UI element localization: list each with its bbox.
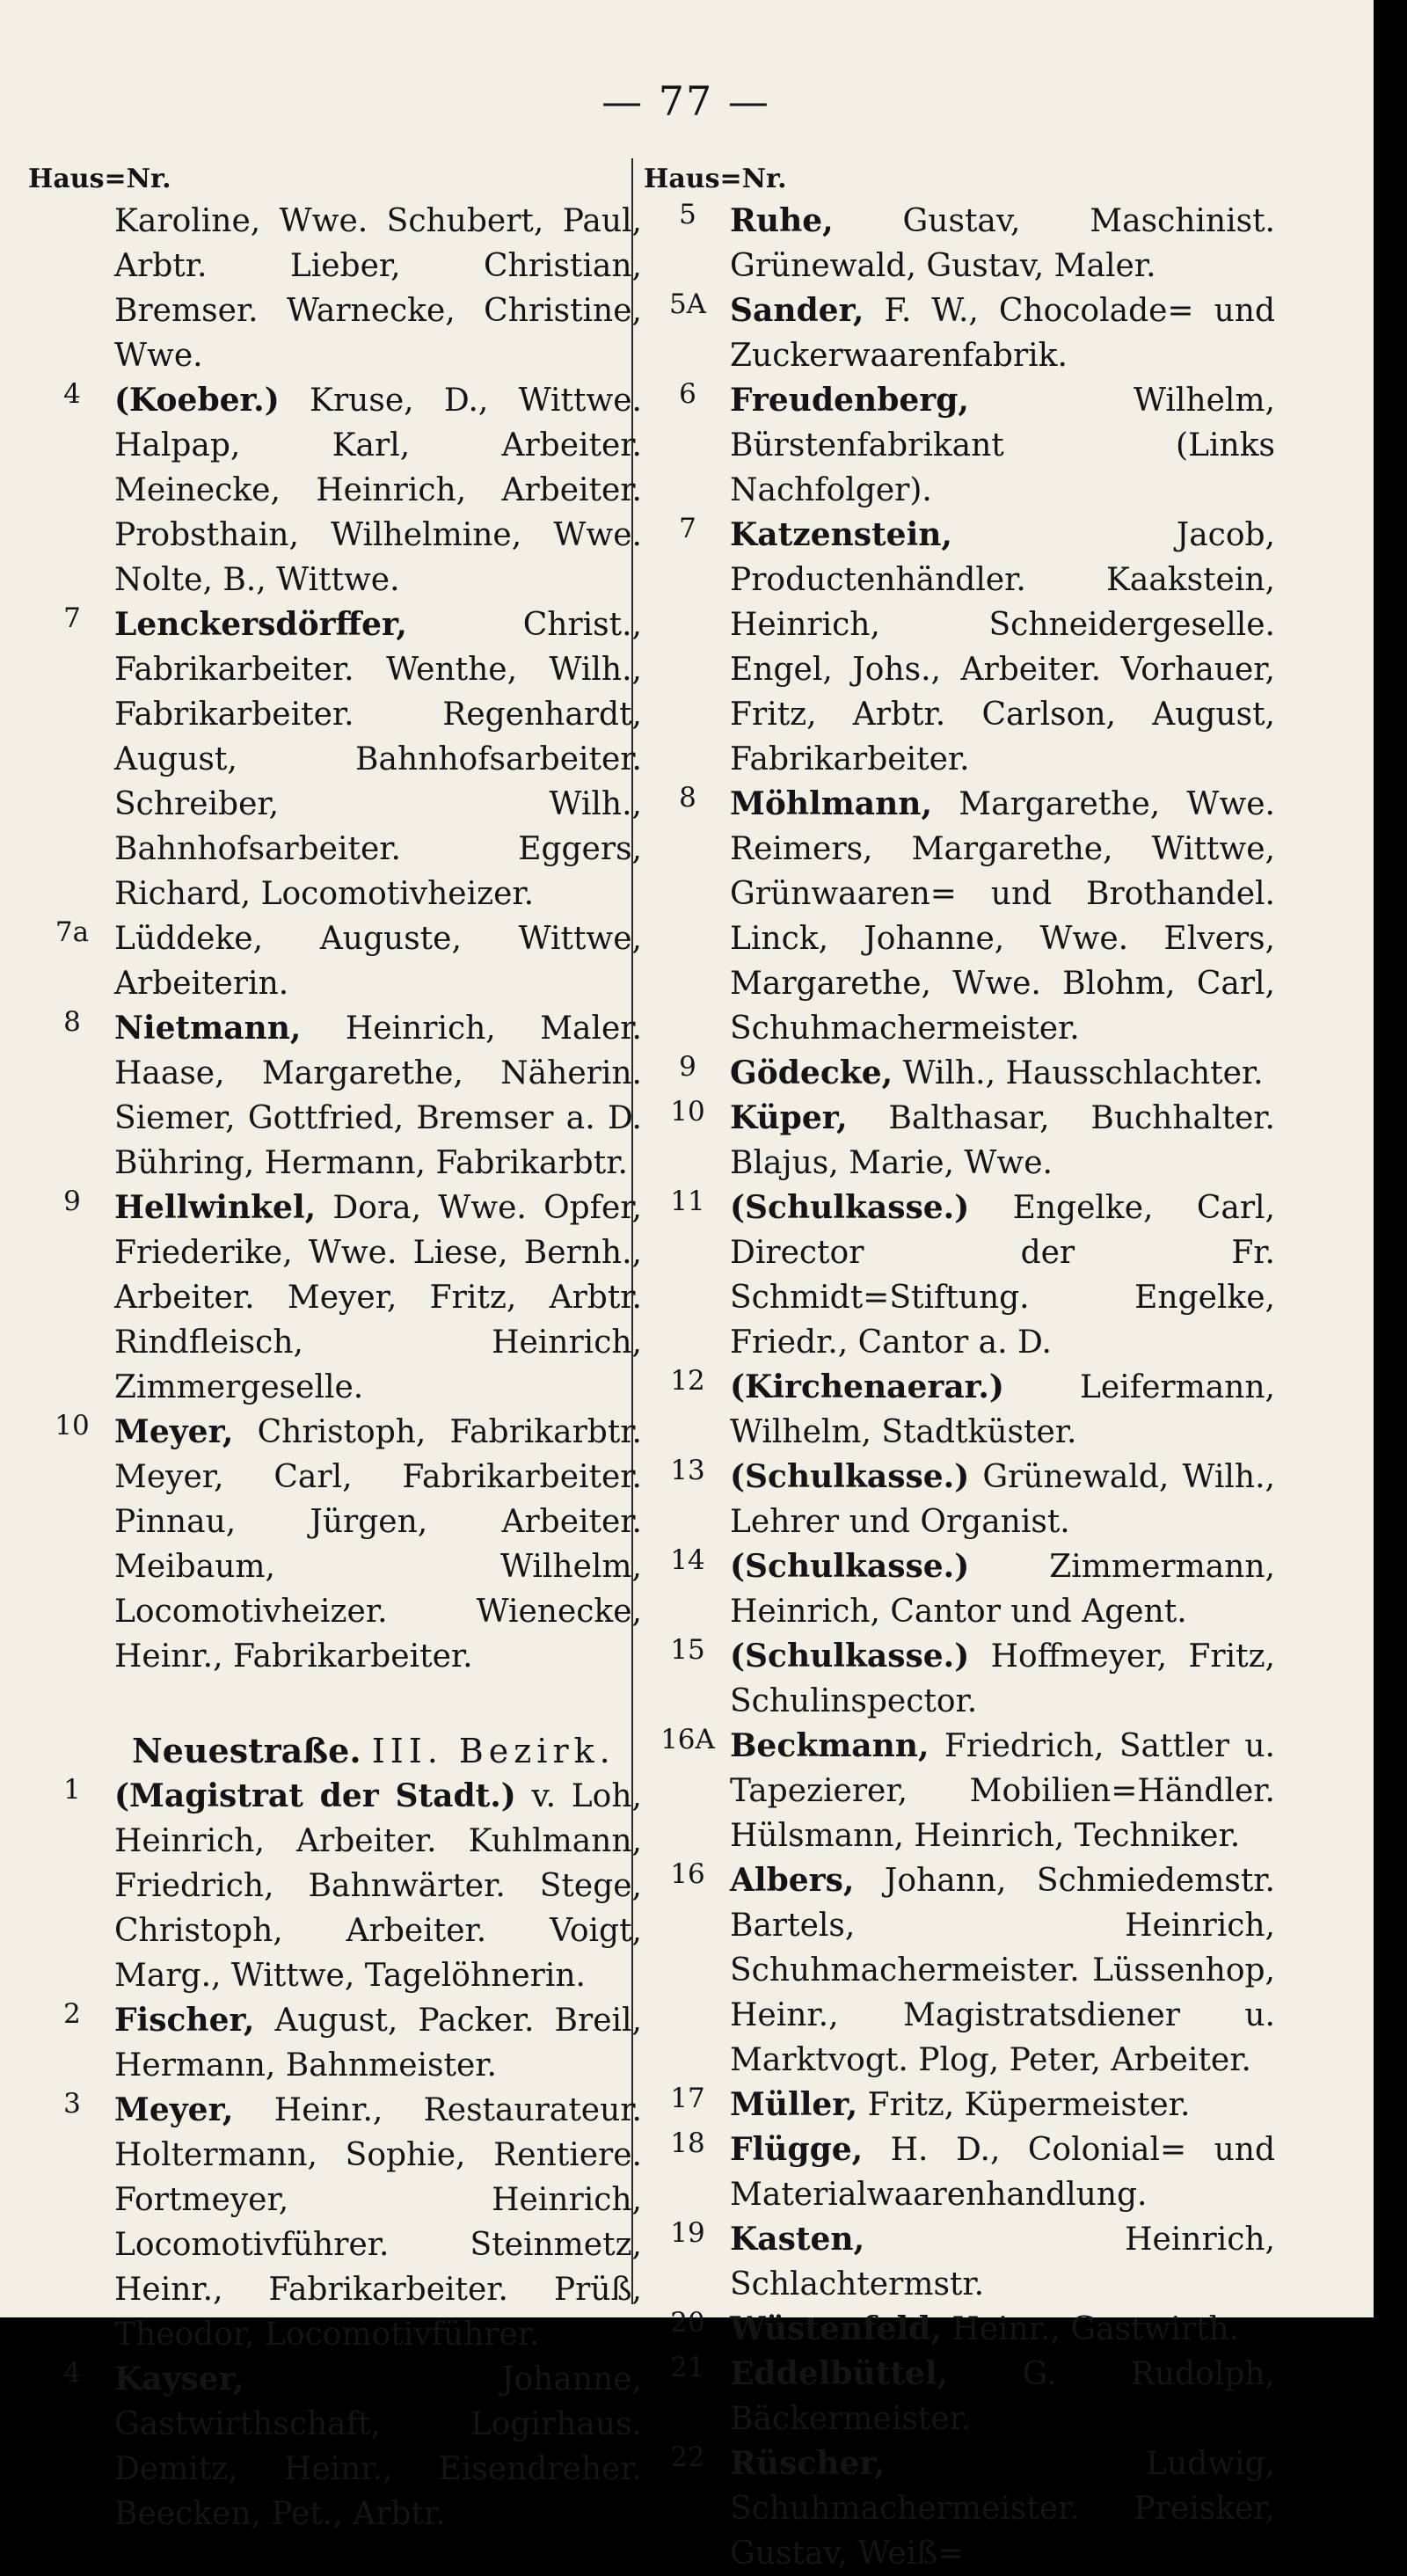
house-number: 12 [670, 1365, 705, 1397]
owner-name: Flügge, [730, 2131, 864, 2168]
owner-name: Küper, [730, 1099, 848, 1136]
owner-name: Katzenstein, [730, 516, 952, 553]
directory-entry [651, 1051, 1275, 1096]
house-number: 7a [55, 916, 90, 948]
directory-entry [651, 1455, 1275, 1544]
entry-text [114, 1006, 642, 1186]
owner-name: Kasten, [730, 2221, 865, 2258]
left-column [35, 199, 642, 2536]
owner-name: Meyer, [114, 1413, 234, 1450]
house-number: 11 [670, 1186, 705, 1217]
house-number: 10 [55, 1410, 90, 1441]
entry-text [114, 1186, 642, 1410]
house-number: 8 [679, 782, 696, 814]
residents-text: Christoph, Fabrikarbtr. Meyer, Carl, Fabrikarbeiter. Pinnau, Jürgen, Arbeiter. Meibaum, Wilhelm, Locomotivheizer. Wienecke, Heinr., Fabrikarbeiter. [114, 1414, 642, 1675]
owner-name: (Schulkasse.) [730, 1458, 970, 1495]
right-column-header: Haus=Nr. [644, 164, 787, 194]
house-number: 18 [670, 2127, 705, 2159]
residents-text: Hoffmeyer, Fritz, Schulinspector. [730, 1638, 1275, 1719]
owner-name: Sander, [730, 292, 864, 329]
entry-text [114, 602, 642, 916]
house-number: 19 [670, 2217, 705, 2249]
left-entries [35, 199, 642, 1679]
directory-entry [35, 1410, 642, 1679]
residents-text: Ludwig, Schuhmachermeister. Preisker, Gustav, Weiß= [730, 2446, 1275, 2572]
owner-name: (Magistrat der Stadt.) [114, 1777, 516, 1814]
owner-name: Albers, [730, 1862, 855, 1899]
directory-entry [651, 1724, 1275, 1858]
house-number: 15 [670, 1634, 705, 1666]
residents-text: Jacob, Productenhändler. Kaakstein, Heinrich, Schneidergeselle. Engel, Johs., Arbeiter. Vorhauer, Fritz, Arbtr. Carlson, August, Fabrikarbeiter. [730, 517, 1275, 777]
owner-name: Eddelbüttel, [730, 2355, 949, 2392]
entry-text [730, 288, 1275, 378]
residents-text: F. W., Chocolade= und Zuckerwaarenfabrik. [730, 293, 1275, 374]
house-number: 20 [670, 2307, 705, 2339]
owner-name: (Kirchenaerar.) [730, 1368, 1004, 1405]
residents-text: Leifermann, Wilhelm, Stadtküster. [730, 1369, 1275, 1450]
house-number: 22 [670, 2441, 705, 2473]
entry-text [114, 199, 642, 378]
house-number: 21 [670, 2352, 705, 2383]
house-number: 5 [679, 199, 696, 230]
house-number: 8 [63, 1006, 81, 1038]
directory-entry [651, 199, 1275, 288]
directory-entry [651, 1634, 1275, 1724]
left-entries-neuestrasse [35, 1774, 642, 2536]
directory-entry [651, 2217, 1275, 2307]
directory-entry [35, 1006, 642, 1186]
entry-text [730, 513, 1275, 782]
entry-text [114, 1998, 642, 2088]
entry-text [114, 1774, 642, 1998]
directory-entry [35, 602, 642, 916]
entry-text [730, 782, 1275, 1051]
directory-entry [35, 1186, 642, 1410]
owner-name: Meyer, [114, 2091, 234, 2128]
entry-text [730, 1724, 1275, 1858]
owner-name: Nietmann, [114, 1010, 302, 1047]
directory-entry [651, 513, 1275, 782]
owner-name: (Schulkasse.) [730, 1638, 970, 1675]
residents-text: H. D., Colonial= und Materialwaarenhandlung. [730, 2132, 1275, 2213]
directory-entry [35, 2357, 642, 2536]
residents-text: Dora, Wwe. Opfer, Friederike, Wwe. Liese, Bernh., Arbeiter. Meyer, Fritz, Arbtr. Rindfleisch, Heinrich, Zimmergeselle. [114, 1190, 642, 1405]
residents-text: August, Packer. Breil, Hermann, Bahnmeister. [114, 2003, 642, 2083]
residents-text: Margarethe, Wwe. Reimers, Margarethe, Wittwe, Grünwaaren= und Brothandel. Linck, Johanne, Wwe. Elvers, Margarethe, Wwe. Blohm, Carl, Schuhmachermeister. [730, 786, 1275, 1047]
residents-text: Karoline, Wwe. Schubert, Paul, Arbtr. Lieber, Christian, Bremser. Warnecke, Christine, Wwe. [114, 203, 642, 374]
owner-name: Kayser, [114, 2361, 244, 2397]
owner-name: Lenckersdörffer, [114, 606, 407, 643]
residents-text: Wilhelm, Bürstenfabrikant (Links Nachfolger). [730, 383, 1275, 508]
house-number: 1 [63, 1774, 81, 1806]
house-number: 7 [679, 513, 696, 544]
residents-text: Lüddeke, Auguste, Wittwe, Arbeiterin. [114, 921, 642, 1002]
entry-text [730, 199, 1275, 288]
directory-entry [35, 1774, 642, 1998]
district-label: III. Bezirk. [371, 1732, 616, 1770]
house-number: 9 [63, 1186, 81, 1217]
entry-text [730, 1544, 1275, 1634]
house-number: 16A [660, 1724, 715, 1755]
directory-entry [35, 378, 642, 602]
residents-text: Johanne, Gastwirthschaft, Logirhaus. Demitz, Heinr., Eisendreher. Beecken, Pet., Arbtr. [114, 2361, 642, 2532]
residents-text: Christ., Fabrikarbeiter. Wenthe, Wilh., Fabrikarbeiter. Regenhardt, August, Bahnhofsarbeiter. Schreiber, Wilh., Bahnhofsarbeiter. Eggers, Richard, Locomotivheizer. [114, 607, 642, 912]
residents-text: Kruse, D., Wittwe. Halpap, Karl, Arbeiter. Meinecke, Heinrich, Arbeiter. Probsthain, Wilhelmine, Wwe. Nolte, B., Wittwe. [114, 383, 642, 598]
house-number: 6 [679, 378, 696, 410]
directory-entry [651, 1544, 1275, 1634]
residents-text: Zimmermann, Heinrich, Cantor und Agent. [730, 1549, 1275, 1630]
house-number: 3 [63, 2088, 81, 2120]
owner-name: Fischer, [114, 2002, 255, 2039]
residents-text: Wilh., Hausschlachter. [893, 1055, 1264, 1091]
residents-text: Friedrich, Sattler u. Tapezierer, Mobilien=Händler. Hülsmann, Heinrich, Techniker. [730, 1728, 1275, 1854]
entry-text [730, 1051, 1275, 1096]
residents-text: Engelke, Carl, Director der Fr. Schmidt=Stiftung. Engelke, Friedr., Cantor a. D. [730, 1190, 1275, 1361]
residents-text: Heinr., Gastwirth. [941, 2311, 1240, 2347]
house-number: 9 [679, 1051, 696, 1083]
house-number: 2 [63, 1998, 81, 2030]
entry-text [730, 1858, 1275, 2083]
owner-name: Möhlmann, [730, 785, 933, 822]
entry-text [114, 378, 642, 602]
house-number: 16 [670, 1858, 705, 1890]
entry-text [730, 2083, 1275, 2127]
residents-text: Fritz, Küpermeister. [857, 2087, 1191, 2123]
right-entries [651, 199, 1275, 2576]
house-number: 14 [670, 1544, 705, 1576]
residents-text: Grünewald, Wilh., Lehrer und Organist. [730, 1459, 1275, 1540]
directory-entry [35, 2088, 642, 2357]
directory-entry [651, 378, 1275, 513]
owner-name: Müller, [730, 2086, 858, 2123]
directory-entry [651, 2083, 1275, 2127]
house-number: 17 [670, 2083, 705, 2114]
entry-text [114, 2357, 642, 2536]
directory-entry [651, 2352, 1275, 2441]
owner-name: Hellwinkel, [114, 1189, 317, 1226]
residents-text: Johann, Schmiedemstr. Bartels, Heinrich, Schuhmachermeister. Lüssenhop, Heinr., Magistratsdiener u. Marktvogt. Plog, Peter, Arbeiter. [730, 1863, 1275, 2078]
directory-entry [651, 1365, 1275, 1455]
entry-text [730, 2217, 1275, 2307]
directory-entry [651, 1096, 1275, 1186]
directory-entry [651, 1186, 1275, 1365]
residents-text: Heinrich, Schlachtermstr. [730, 2222, 1275, 2302]
directory-entry [35, 916, 642, 1006]
owner-name: Beckmann, [730, 1727, 929, 1764]
house-number: 5A [668, 288, 707, 320]
street-heading [132, 1728, 642, 1774]
entry-text [114, 1410, 642, 1679]
entry-text [730, 2307, 1275, 2352]
directory-entry [651, 288, 1275, 378]
directory-entry [651, 2441, 1275, 2576]
house-number: 7 [63, 602, 81, 634]
entry-text [730, 1096, 1275, 1186]
entry-text [730, 2441, 1275, 2576]
house-number: 13 [670, 1455, 705, 1486]
owner-name: Gödecke, [730, 1054, 893, 1091]
entry-text [114, 916, 642, 1006]
house-number: 4 [63, 378, 81, 410]
owner-name: (Schulkasse.) [730, 1189, 970, 1226]
residents-text: Heinrich, Maler. Haase, Margarethe, Näherin. Siemer, Gottfried, Bremser a. D. Bühring, Hermann, Fabrikarbtr. [114, 1011, 642, 1181]
entry-text [730, 2352, 1275, 2441]
directory-entry [651, 2127, 1275, 2217]
directory-entry [35, 1998, 642, 2088]
left-column-header: Haus=Nr. [28, 164, 171, 194]
residents-text: v. Loh, Heinrich, Arbeiter. Kuhlmann, Friedrich, Bahnwärter. Stege, Christoph, Arbeiter. Voigt, Marg., Wittwe, Tagelöhnerin. [114, 1778, 642, 1994]
residents-text: G. Rudolph, Bäckermeister. [730, 2356, 1275, 2437]
directory-entry [651, 1858, 1275, 2083]
owner-name: (Koeber.) [114, 382, 280, 419]
owner-name: Ruhe, [730, 202, 834, 239]
residents-text: Gustav, Maschinist. Grünewald, Gustav, Maler. [730, 203, 1275, 284]
residents-text: Heinr., Restaurateur. Holtermann, Sophie, Rentiere. Fortmeyer, Heinrich, Locomotivführer. Steinmetz, Heinr., Fabrikarbeiter. Prüß, Theodor, Locomotivführer. [114, 2092, 642, 2353]
house-number: 4 [63, 2357, 81, 2389]
owner-name: Wüstenfeld, [730, 2310, 942, 2347]
entry-text [730, 2127, 1275, 2217]
owner-name: Rüscher, [730, 2445, 886, 2482]
entry-text [730, 1365, 1275, 1455]
entry-text [730, 378, 1275, 513]
directory-entry [651, 2307, 1275, 2352]
directory-entry [35, 199, 642, 378]
residents-text: Balthasar, Buchhalter. Blajus, Marie, Wwe. [730, 1100, 1275, 1181]
owner-name: (Schulkasse.) [730, 1548, 970, 1585]
right-column [651, 199, 1275, 2576]
house-number: 10 [670, 1096, 705, 1127]
entry-text [114, 2088, 642, 2357]
entry-text [730, 1455, 1275, 1544]
entry-text [730, 1186, 1275, 1365]
page-number: — 77 — [601, 77, 770, 125]
street-name: Neuestraße. [132, 1731, 361, 1770]
directory-entry [651, 782, 1275, 1051]
owner-name: Freudenberg, [730, 382, 969, 419]
entry-text [730, 1634, 1275, 1724]
